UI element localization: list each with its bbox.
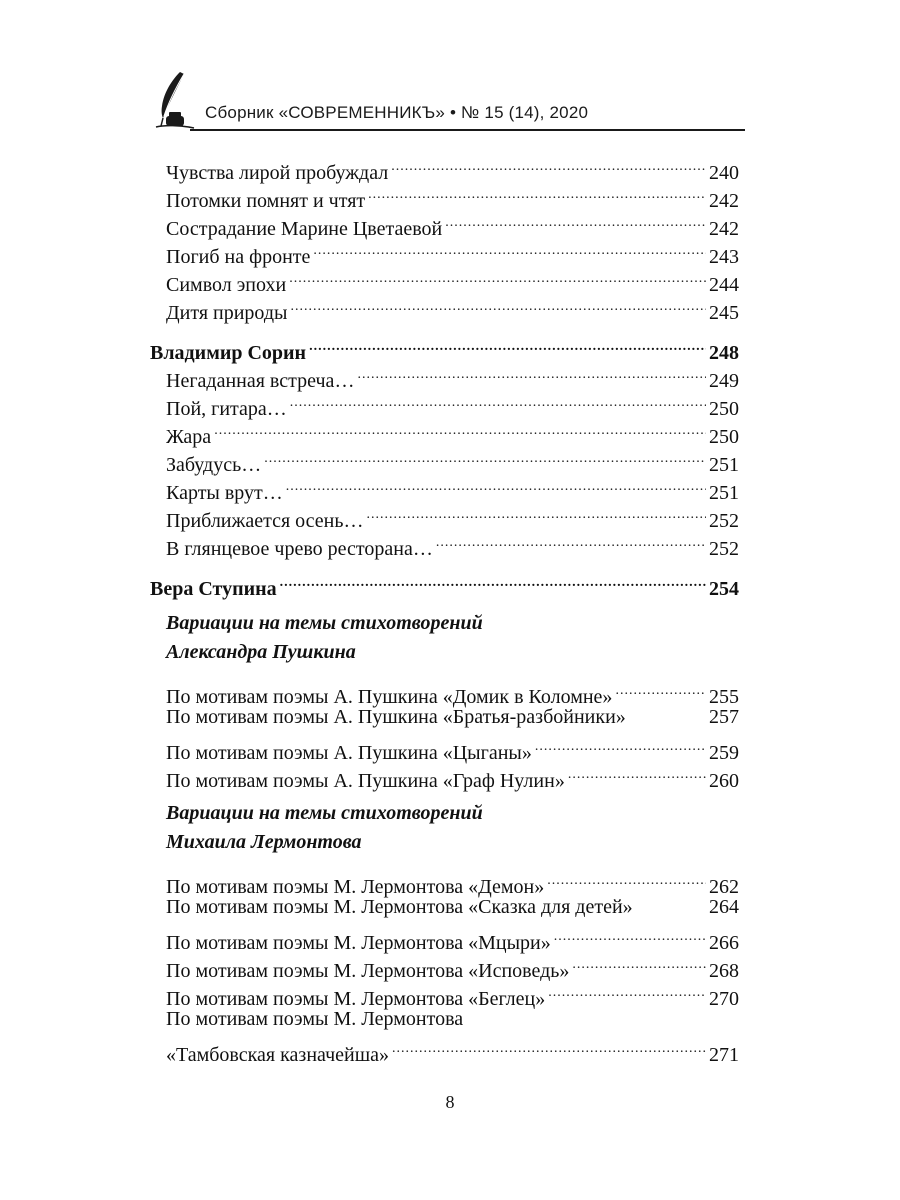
toc-entry-page: 259 (709, 742, 739, 764)
dot-leader (366, 499, 706, 527)
toc-entry (166, 1033, 739, 1066)
toc-entry-title: По мотивам поэмы М. Лермонтова «Сказка для детей» (166, 896, 633, 918)
subheading-line: Вариации на темы стихотворений (166, 802, 483, 824)
toc-entry-page: 242 (709, 190, 739, 212)
dot-leader (280, 567, 706, 595)
toc-entry (166, 921, 739, 954)
toc-entry (166, 865, 739, 898)
dot-leader (286, 471, 706, 499)
toc-entry-title: По мотивам поэмы А. Пушкина «Цыганы» (166, 742, 532, 764)
toc-entry-title: По мотивам поэмы М. Лермонтова «Исповедь» (166, 960, 570, 982)
toc-entry-page: 240 (709, 162, 739, 184)
dot-leader (547, 865, 706, 893)
toc-entry-page: 255 (709, 686, 739, 708)
toc-entry (166, 151, 739, 184)
toc-author-entry (150, 567, 739, 600)
toc-entry-title: По мотивам поэмы М. Лермонтова «Мцыри» (166, 932, 551, 954)
toc-entry-title: По мотивам поэмы А. Пушкина «Домик в Коломне» (166, 686, 613, 708)
toc-entry (166, 893, 739, 921)
dot-leader (391, 151, 706, 179)
author-name: Владимир Сорин (150, 342, 307, 364)
toc-entry-page: 264 (709, 896, 739, 918)
toc-entry-title: Приближается осень… (166, 510, 364, 532)
toc-entry-page: 245 (709, 302, 739, 324)
toc-entry-title: В глянцевое чрево ресторана… (166, 538, 433, 560)
dot-leader (615, 675, 706, 703)
toc-author-entry (150, 331, 739, 364)
toc-entry (166, 527, 739, 560)
toc-entry (166, 359, 739, 392)
toc-entry (166, 731, 739, 764)
dot-leader (264, 443, 706, 471)
toc-entry-page: 251 (709, 454, 739, 476)
dot-leader (290, 291, 706, 319)
toc-entry-title: Карты врут… (166, 482, 283, 504)
toc-entry-page: 251 (709, 482, 739, 504)
toc-entry (166, 759, 739, 792)
dot-leader (309, 331, 706, 359)
toc-entry-page: 249 (709, 370, 739, 392)
toc-entry (166, 471, 739, 504)
toc-entry-page: 250 (709, 426, 739, 448)
dot-leader (554, 921, 706, 949)
toc-entry-page: 243 (709, 246, 739, 268)
toc-entry-page: 270 (709, 988, 739, 1010)
toc-entry-page: 271 (709, 1044, 739, 1066)
author-page: 248 (709, 342, 739, 364)
toc-entry-title: Пой, гитара… (166, 398, 287, 420)
running-header (150, 70, 745, 132)
toc-entry (166, 179, 739, 212)
dot-leader (445, 207, 706, 235)
toc-entry (166, 949, 739, 982)
toc-entry-title: Негаданная встреча… (166, 370, 355, 392)
dot-leader (572, 949, 706, 977)
toc-entry (166, 387, 739, 420)
dot-leader (290, 387, 706, 415)
toc-entry-title: По мотивам поэмы М. Лермонтова «Демон» (166, 876, 545, 898)
toc-entry-title: Чувства лирой пробуждал (166, 162, 389, 184)
author-page: 254 (709, 578, 739, 600)
toc-entry-page: 252 (709, 510, 739, 532)
author-name: Вера Ступина (150, 578, 277, 600)
page-number: 8 (445, 1092, 455, 1112)
toc-entry-page: 257 (709, 706, 739, 728)
dot-leader (568, 759, 706, 787)
toc-entry-page: 242 (709, 218, 739, 240)
toc-entry-page: 266 (709, 932, 739, 954)
toc-entry (166, 443, 739, 476)
toc-entry (166, 977, 739, 1010)
subheading-line: Александра Пушкина (166, 641, 356, 663)
dot-leader (368, 179, 706, 207)
toc-entry-title: «Тамбовская казначейша» (166, 1044, 390, 1066)
toc-entry-page: 262 (709, 876, 739, 898)
toc-entry (166, 675, 739, 708)
toc-entry (166, 263, 739, 296)
dot-leader (436, 527, 706, 555)
toc-entry (166, 207, 739, 240)
toc-entry-page: 244 (709, 274, 739, 296)
toc-entry-title-line: По мотивам поэмы М. Лермонтова (166, 1008, 464, 1030)
dot-leader (313, 235, 706, 263)
dot-leader (392, 1033, 706, 1061)
toc-entry-title: Дитя природы (166, 302, 288, 324)
toc-entry (166, 291, 739, 324)
toc-entry-title: Погиб на фронте (166, 246, 311, 268)
toc-entry-title: Жара (166, 426, 212, 448)
toc-entry-title: Символ эпохи (166, 274, 287, 296)
dot-leader (535, 731, 706, 759)
toc-entry (166, 499, 739, 532)
toc-entry-title: По мотивам поэмы А. Пушкина «Граф Нулин» (166, 770, 565, 792)
toc-entry-page: 252 (709, 538, 739, 560)
toc-entry-title: По мотивам поэмы А. Пушкина «Братья-разбойники» (166, 706, 626, 728)
dot-leader (548, 977, 706, 1005)
toc-entry-page: 260 (709, 770, 739, 792)
header-rule (190, 129, 745, 131)
toc-entry (166, 235, 739, 268)
toc-entry-title: Потомки помнят и чтят (166, 190, 366, 212)
toc-entry-page: 268 (709, 960, 739, 982)
subheading-line: Вариации на темы стихотворений (166, 612, 483, 634)
toc-entry-page: 250 (709, 398, 739, 420)
subheading-line: Михаила Лермонтова (166, 831, 362, 853)
toc-entry-title: Забудусь… (166, 454, 262, 476)
toc-entry (166, 415, 739, 448)
dot-leader (289, 263, 706, 291)
toc-entry-title: Сострадание Марине Цветаевой (166, 218, 443, 240)
dot-leader (357, 359, 706, 387)
dot-leader (214, 415, 706, 443)
quill-inkwell-icon (150, 70, 198, 132)
toc-entry-title: По мотивам поэмы М. Лермонтова «Беглец» (166, 988, 546, 1010)
header-title: Сборник «СОВРЕМЕННИКЪ» • № 15 (14), 2020 (205, 103, 589, 122)
toc-entry (166, 703, 739, 731)
